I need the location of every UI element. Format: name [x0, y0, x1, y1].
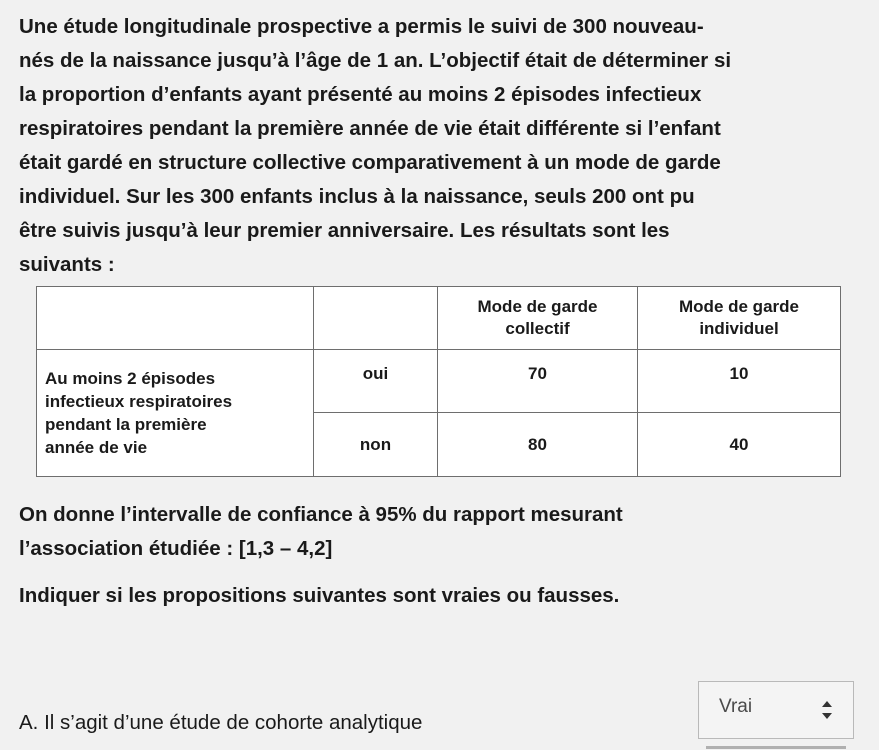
proposition-a: A. Il s’agit d’une étude de cohorte analytique	[19, 711, 423, 734]
updown-chevron-icon	[821, 695, 833, 725]
table-header-row	[37, 287, 841, 350]
stem-line: individuel. Sur les 300 enfants inclus à la naissance, seuls 200 ont pu	[19, 185, 695, 208]
table-row	[37, 350, 841, 413]
results-table	[36, 286, 841, 477]
text-line: On donne l’intervalle de confiance à 95% du rapport mesurant	[19, 503, 623, 526]
row-header-line: pendant la première	[45, 415, 207, 434]
header-collectif	[438, 287, 638, 350]
empty-header-cell	[37, 287, 314, 350]
stem-line: était gardé en structure collective comparativement à un mode de garde	[19, 151, 721, 174]
question-stem	[19, 10, 854, 282]
divider	[706, 746, 846, 749]
row-header-episodes	[37, 350, 314, 477]
answer-select-value: Vrai	[719, 696, 753, 717]
cell-non-individuel: 40	[638, 413, 841, 477]
cell-oui-collectif: 70	[438, 350, 638, 413]
row-header-line: Au moins 2 épisodes	[45, 369, 216, 388]
cell-non-collectif: 80	[438, 413, 638, 477]
header-line: Mode de garde	[477, 297, 598, 316]
header-individuel	[638, 287, 841, 350]
instruction-text: Indiquer si les propositions suivantes sont vraies ou fausses.	[19, 584, 620, 607]
row-header-line: année de vie	[45, 438, 148, 457]
stem-line: la proportion d’enfants ayant présenté au moins 2 épisodes infectieux	[19, 83, 702, 106]
header-line: individuel	[699, 319, 779, 338]
header-line: collectif	[505, 319, 570, 338]
cell-oui-individuel: 10	[638, 350, 841, 413]
row-label-oui: oui	[314, 350, 438, 413]
text-line: l’association étudiée : [1,3 – 4,2]	[19, 537, 333, 560]
answer-select-a[interactable]	[698, 681, 854, 739]
row-label-non: non	[314, 413, 438, 477]
results-table-container	[36, 286, 840, 476]
header-line: Mode de garde	[679, 297, 799, 316]
row-header-line: infectieux respiratoires	[45, 392, 233, 411]
stem-line: nés de la naissance jusqu’à l’âge de 1 an. L’objectif était de déterminer si	[19, 49, 732, 72]
confidence-interval-text	[19, 498, 854, 566]
stem-line: être suivis jusqu’à leur premier anniversaire. Les résultats sont les	[19, 219, 670, 242]
stem-line: Une étude longitudinale prospective a permis le suivi de 300 nouveau-	[19, 15, 704, 38]
stem-line: suivants :	[19, 253, 115, 276]
stem-line: respiratoires pendant la première année de vie était différente si l’enfant	[19, 117, 721, 140]
empty-header-cell	[314, 287, 438, 350]
